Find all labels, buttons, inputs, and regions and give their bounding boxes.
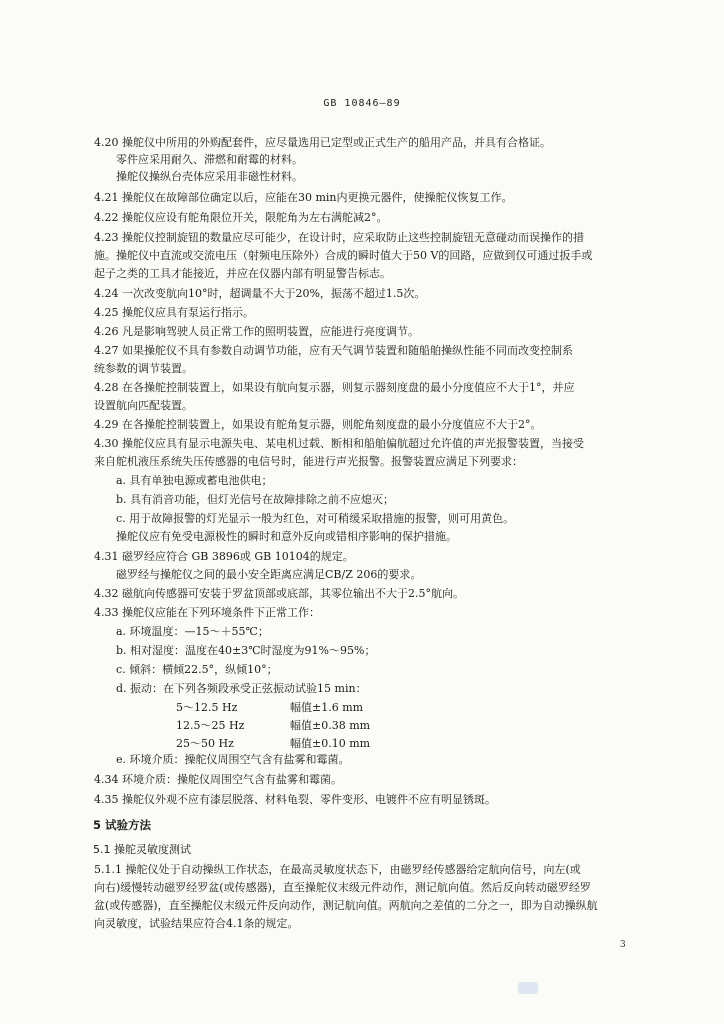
- text-line-4-31b: 磁罗经与操舵仪之间的最小安全距离应满足CB/Z 206的要求。: [116, 568, 422, 581]
- text-line-4-22: 4.22 操舵仪应设有舵角限位开关，限舵角为左右满舵减2°。: [94, 211, 388, 224]
- text-line-4-28a: 4.28 在各操舵控制装置上，如果设有航向复示器，则复示器刻度盘的最小分度值应不大于1°，并应: [94, 381, 575, 394]
- text-line-4-33e: e. 环境介质：操舵仪周围空气含有盐雾和霉菌。: [116, 753, 350, 766]
- text-line-4-30a: 4.30 操舵仪应具有显示电源失电、某电机过载、断相和船舶偏航超过允许值的声光报警装置，当接受: [94, 437, 584, 450]
- text-line-4-33c: c. 倾斜：横倾22.5°，纵倾10°；: [116, 663, 278, 676]
- text-line-5-1-1a: 5.1.1 操舵仪处于自动操纵工作状态，在最高灵敏度状态下，由磁罗经传感器给定航向信号，向左(或: [94, 863, 581, 876]
- text-line-4-33d: d. 振动：在下列各频段承受正弦振动试验15 min：: [116, 682, 367, 695]
- text-line-4-23c: 起子之类的工具才能接近，并应在仪器内部有明显警告标志。: [94, 267, 391, 280]
- text-line-4-32: 4.32 磁航向传感器可安装于罗盆顶部或底部，其零位输出不大于2.5°航向。: [94, 587, 464, 600]
- text-line-4-27a: 4.27 如果操舵仪不具有参数自动调节功能，应有天气调节装置和随船舶操纵性能不同而改变控制系: [94, 344, 573, 357]
- text-line-5-1-1b: 向右)缓慢转动磁罗经罗盆(或传感器)，直至操舵仪末级元件动作，测记航向值。然后反向转动磁罗经罗: [94, 881, 591, 894]
- vibration-amplitude: 幅值±0.10 mm: [290, 737, 371, 750]
- section-heading-5: 5 试验方法: [93, 818, 152, 832]
- page-header: GB 10846—89: [323, 98, 401, 109]
- text-line-4-33a: a. 环境温度：—15～＋55℃；: [116, 625, 269, 638]
- vibration-frequency: 5～12.5 Hz: [176, 701, 238, 714]
- text-line-4-30c: a. 具有单独电源或蓄电池供电；: [116, 474, 273, 487]
- vibration-amplitude: 幅值±1.6 mm: [290, 701, 364, 714]
- text-line-4-31a: 4.31 磁罗经应符合 GB 3896或 GB 10104的规定。: [94, 550, 354, 563]
- text-line-4-29: 4.29 在各操舵控制装置上，如果设有舵角复示器，则舵角刻度盘的最小分度值应不大于2°。: [94, 418, 542, 431]
- text-line-4-20a: 4.20 操舵仪中所用的外购配套件，应尽量选用已定型或正式生产的船用产品，并具有合格证。: [94, 136, 551, 149]
- text-line-4-35: 4.35 操舵仪外观不应有漆层脱落、材料龟裂、零件变形、电镀件不应有明显锈斑。: [94, 793, 496, 806]
- text-line-4-30d: b. 具有消音功能，但灯光信号在故障排除之前不应熄灭；: [116, 493, 395, 506]
- section-heading-5-1: 5.1 操舵灵敏度测试: [93, 843, 191, 856]
- text-line-4-24: 4.24 一次改变航向10°时，超调量不大于20%，振荡不超过1.5次。: [94, 287, 426, 300]
- text-line-4-33b: b. 相对湿度：温度在40±3℃时湿度为91%～95%；: [116, 644, 376, 657]
- text-line-4-30b: 来自舵机液压系统失压传感器的电信号时，能进行声光报警。报警装置应满足下列要求：: [94, 455, 523, 468]
- text-line-5-1-1d: 向灵敏度，试验结果应符合4.1条的规定。: [94, 917, 299, 930]
- scan-stamp: [518, 982, 538, 994]
- text-line-4-20b: 零件应采用耐久、滞燃和耐霉的材料。: [116, 153, 303, 166]
- vibration-frequency: 12.5～25 Hz: [176, 719, 245, 732]
- text-line-4-34: 4.34 环境介质：操舵仪周围空气含有盐雾和霉菌。: [94, 773, 342, 786]
- text-line-4-26: 4.26 凡是影响驾驶人员正常工作的照明装置，应能进行亮度调节。: [94, 325, 419, 338]
- vibration-amplitude: 幅值±0.38 mm: [290, 719, 371, 732]
- text-line-4-21: 4.21 操舵仪在故障部位确定以后，应能在30 min内更换元器件，使操舵仪恢复工作。: [94, 191, 513, 204]
- text-line-5-1-1c: 盆(或传感器)，直至操舵仪末级元件反向动作，测记航向值。两航向之差值的二分之一，即为自动操纵航: [94, 899, 598, 912]
- text-line-4-23b: 施。操舵仪中直流或交流电压（射频电压除外）合成的瞬时值大于50 V的回路，应做到仅可通过扳手或: [94, 249, 593, 262]
- page-number: 3: [620, 940, 626, 950]
- text-line-4-30e: c. 用于故障报警的灯光显示一般为红色，对可稍缓采取措施的报警，则可用黄色。: [116, 512, 515, 525]
- text-line-4-25: 4.25 操舵仪应具有泵运行指示。: [94, 306, 254, 319]
- text-line-4-33: 4.33 操舵仪应能在下列环境条件下正常工作：: [94, 606, 320, 619]
- text-line-4-27b: 统参数的调节装置。: [94, 362, 193, 375]
- text-line-4-30f: 操舵仪应有免受电源极性的瞬时和意外反向或错相序影响的保护措施。: [116, 530, 457, 543]
- text-line-4-20c: 操舵仪操纵台壳体应采用非磁性材料。: [116, 170, 303, 183]
- text-line-4-23a: 4.23 操舵仪控制旋钮的数量应尽可能少，在设计时，应采取防止这些控制旋钮无意碰动而误操作的措: [94, 231, 584, 244]
- vibration-frequency: 25～50 Hz: [176, 737, 234, 750]
- text-line-4-28b: 设置航向匹配装置。: [94, 399, 193, 412]
